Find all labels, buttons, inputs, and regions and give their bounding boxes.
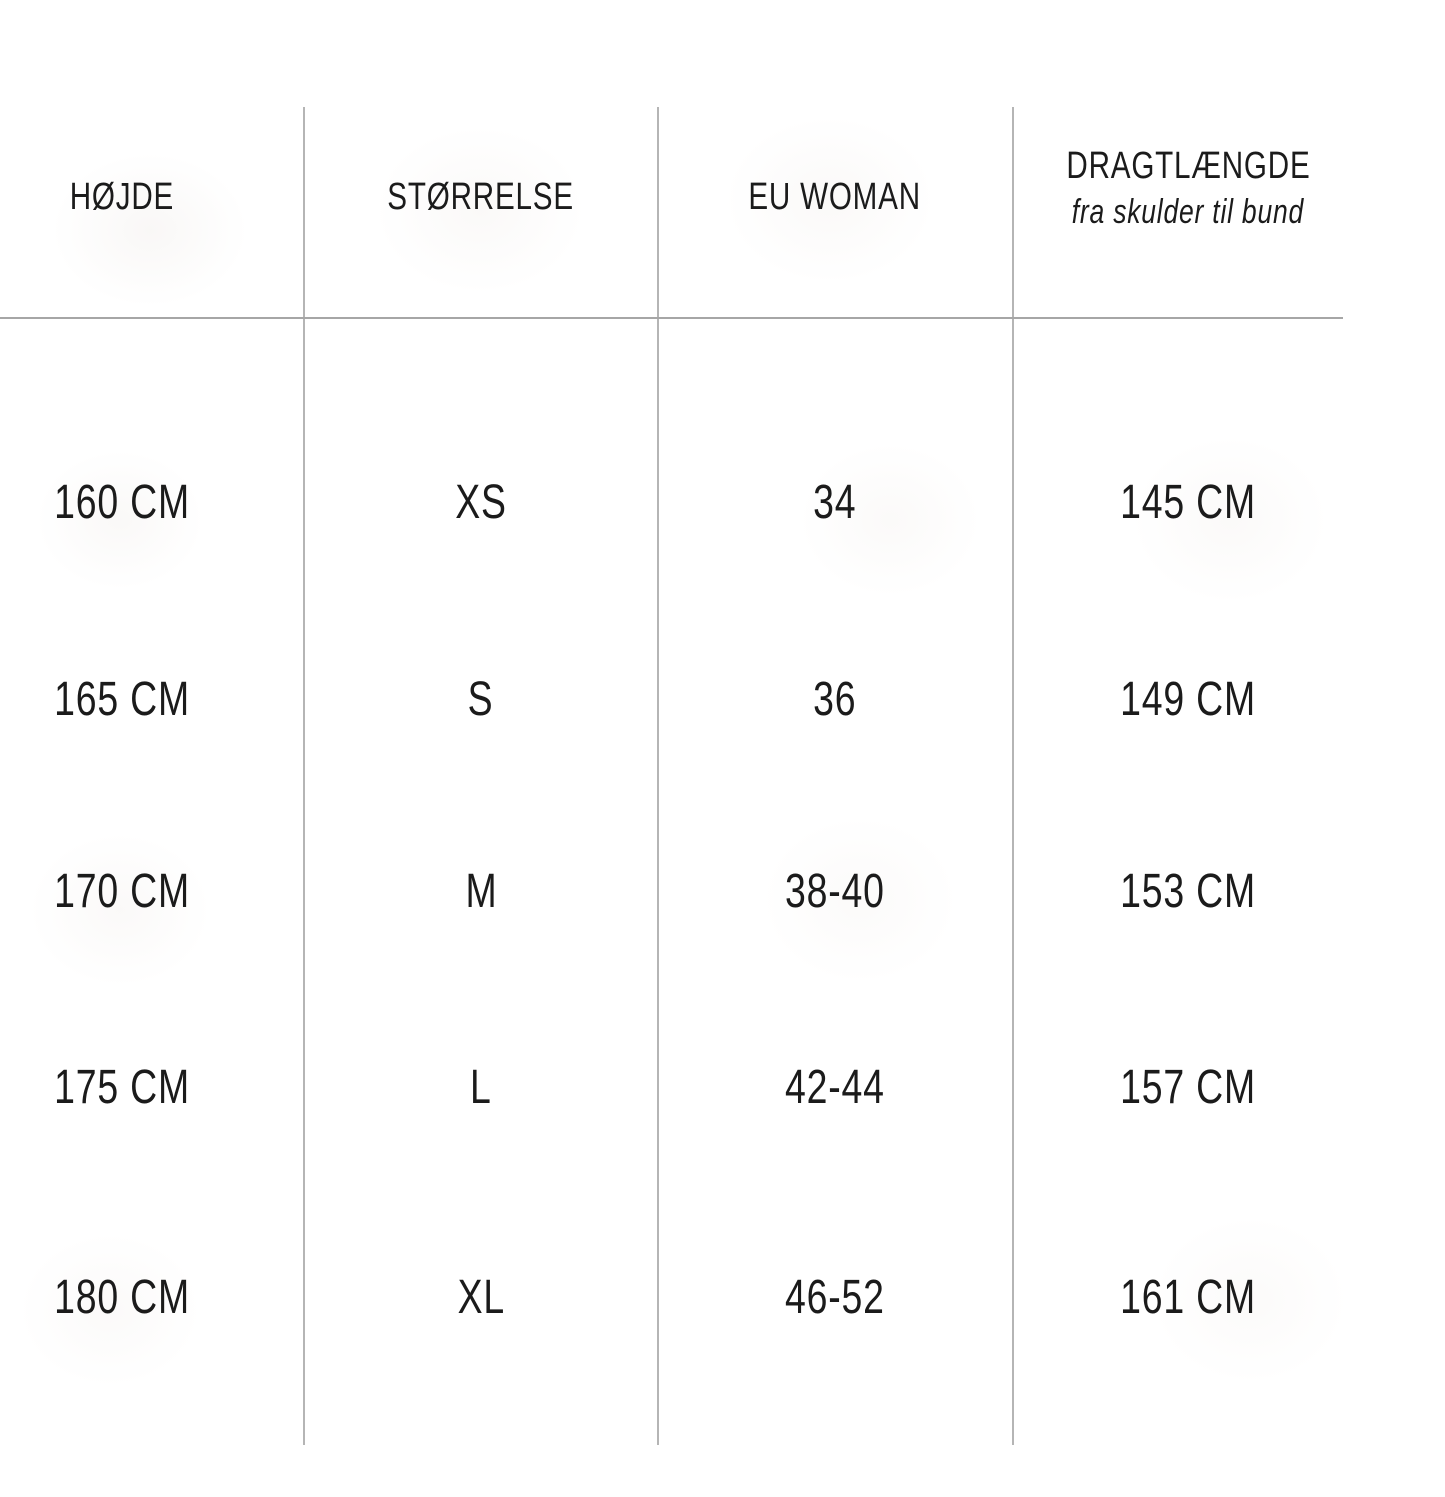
cell-value: 161 CM — [1120, 1271, 1256, 1324]
column-header-dragtlaengde-subtitle — [1016, 195, 1360, 229]
cell-value: 157 CM — [1120, 1061, 1256, 1114]
cell-value: 149 CM — [1120, 673, 1256, 726]
cell-value: 153 CM — [1120, 865, 1256, 918]
table-cell-hoejde — [0, 673, 244, 726]
cell-value: M — [465, 865, 497, 918]
header-rule — [0, 317, 1343, 319]
cell-value: 145 CM — [1120, 476, 1256, 529]
table-cell-dragtlaengde — [1016, 476, 1360, 529]
table-cell-dragtlaengde — [1016, 865, 1360, 918]
cell-value: 34 — [813, 476, 857, 529]
cell-value: 160 CM — [54, 476, 190, 529]
column-header-stoerrelse — [303, 178, 659, 216]
cell-value: L — [470, 1061, 492, 1114]
table-cell-eu-woman — [657, 673, 1013, 726]
table-cell-eu-woman — [657, 1061, 1013, 1114]
cell-value: 46-52 — [785, 1271, 885, 1324]
cell-value: 175 CM — [54, 1061, 190, 1114]
cell-value: 180 CM — [54, 1271, 190, 1324]
column-header-dragtlaengde-label: DRAGTLÆNGDE — [1065, 145, 1311, 187]
table-cell-eu-woman — [657, 1271, 1013, 1324]
table-cell-dragtlaengde — [1016, 1061, 1360, 1114]
column-header-dragtlaengde — [1016, 147, 1360, 185]
table-cell-dragtlaengde — [1016, 1271, 1360, 1324]
cell-value: S — [468, 673, 494, 726]
column-header-eu-woman-label: EU WOMAN — [748, 176, 922, 218]
table-cell-stoerrelse — [303, 673, 659, 726]
cell-value: 42-44 — [785, 1061, 885, 1114]
column-header-hoejde-label: HØJDE — [69, 176, 175, 218]
table-cell-hoejde — [0, 1271, 244, 1324]
cell-value: 36 — [813, 673, 857, 726]
column-divider-2 — [657, 107, 659, 1445]
cell-value: 165 CM — [54, 673, 190, 726]
table-cell-hoejde — [0, 1061, 244, 1114]
table-cell-hoejde — [0, 865, 244, 918]
column-header-hoejde — [0, 178, 244, 216]
table-cell-stoerrelse — [303, 865, 659, 918]
table-cell-stoerrelse — [303, 1061, 659, 1114]
table-cell-hoejde — [0, 476, 244, 529]
column-header-dragtlaengde-subtitle-label: fra skulder til bund — [1071, 193, 1305, 231]
column-divider-1 — [303, 107, 305, 1445]
cell-value: 38-40 — [785, 865, 885, 918]
cell-value: XS — [455, 476, 507, 529]
cell-value: XL — [457, 1271, 505, 1324]
table-cell-stoerrelse — [303, 476, 659, 529]
table-cell-dragtlaengde — [1016, 673, 1360, 726]
column-header-eu-woman — [657, 178, 1013, 216]
column-header-stoerrelse-label: STØRRELSE — [387, 176, 575, 218]
column-divider-3 — [1012, 107, 1014, 1445]
table-cell-eu-woman — [657, 476, 1013, 529]
cell-value: 170 CM — [54, 865, 190, 918]
table-cell-stoerrelse — [303, 1271, 659, 1324]
table-cell-eu-woman — [657, 865, 1013, 918]
